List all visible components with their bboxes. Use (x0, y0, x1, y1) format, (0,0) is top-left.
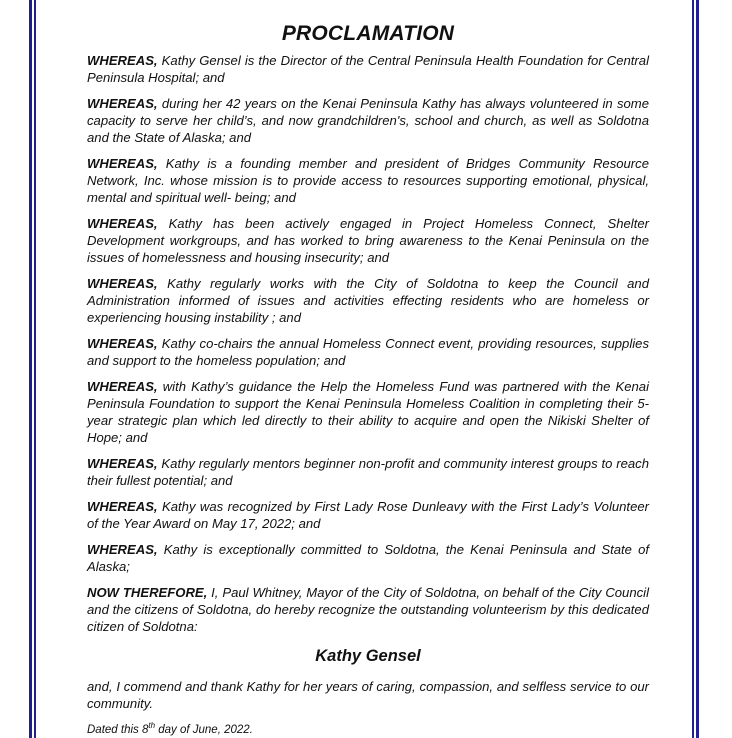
whereas-clause (87, 498, 649, 532)
whereas-label: WHEREAS, (87, 499, 158, 514)
dated-line (87, 721, 649, 736)
left-border (29, 0, 39, 738)
dated-ordinal: th (148, 721, 156, 730)
whereas-label: WHEREAS, (87, 156, 158, 171)
whereas-label: WHEREAS, (87, 276, 158, 291)
whereas-label: WHEREAS, (87, 96, 158, 111)
whereas-clause (87, 275, 649, 326)
therefore-label: NOW THEREFORE, (87, 585, 208, 600)
whereas-clause (87, 95, 649, 146)
whereas-label: WHEREAS, (87, 456, 158, 471)
whereas-clause (87, 455, 649, 489)
document-title: PROCLAMATION (281, 22, 455, 45)
clause-text: Kathy has been actively engaged in Project Homeless Connect, Shelter Development workgroups, and has worked to bring awareness to the Kenai Peninsula on the issues of homelessness and housing insecurity; and (87, 216, 649, 265)
therefore-clause (87, 584, 649, 635)
closing-statement: and, I commend and thank Kathy for her years of caring, compassion, and selfless service to our community. (87, 679, 649, 711)
whereas-label: WHEREAS, (87, 379, 158, 394)
whereas-label: WHEREAS, (87, 53, 158, 68)
whereas-clause (87, 335, 649, 369)
clause-text: Kathy is exceptionally committed to Soldotna, the Kenai Peninsula and State of Alaska; (87, 542, 649, 574)
whereas-label: WHEREAS, (87, 216, 158, 231)
clause-text: Kathy regularly mentors beginner non-profit and community interest groups to reach their fullest potential; and (87, 456, 649, 488)
clause-text: Kathy is a founding member and president of Bridges Community Resource Network, Inc. whose mission is to provide access to resources supporting emotional, physical, mental and spiritual well- being; and (87, 156, 649, 205)
whereas-label: WHEREAS, (87, 336, 158, 351)
whereas-clause (87, 541, 649, 575)
whereas-clause (87, 52, 649, 86)
clause-text: Kathy regularly works with the City of Soldotna to keep the Council and Administration informed of issues and activities effecting residents who are homeless or experiencing housing instability ; and (87, 276, 649, 325)
proclamation-document (87, 22, 649, 736)
clause-text: Kathy was recognized by First Lady Rose Dunleavy with the First Lady’s Volunteer of the Year Award on May 17, 2022; and (87, 499, 649, 531)
dated-prefix: Dated this 8 (87, 723, 149, 736)
whereas-label: WHEREAS, (87, 542, 158, 557)
honoree-name: Kathy Gensel (315, 647, 421, 665)
clause-text: during her 42 years on the Kenai Peninsula Kathy has always volunteered in some capacity to serve her child’s, and now grandchildren's, school and church, as well as Soldotna and the State of Alaska; and (87, 96, 649, 145)
clause-text: Kathy Gensel is the Director of the Central Peninsula Health Foundation for Central Peninsula Hospital; and (87, 53, 649, 85)
dated-suffix: day of June, 2022. (155, 723, 253, 736)
whereas-clause (87, 215, 649, 266)
whereas-clause (87, 378, 649, 446)
therefore-text: I, Paul Whitney, Mayor of the City of Soldotna, on behalf of the City Council and the citizens of Soldotna, do hereby recognize the outstanding volunteerism by this dedicated citizen of Soldotna: (87, 585, 649, 634)
whereas-clause (87, 155, 649, 206)
clause-text: Kathy co-chairs the annual Homeless Connect event, providing resources, supplies and support to the homeless population; and (87, 336, 649, 368)
clause-text: with Kathy’s guidance the Help the Homeless Fund was partnered with the Kenai Peninsula Foundation to support the Kenai Peninsula Homeless Coalition in completing their 5-year strategic plan which led directly to their ability to acquire and open the Nikiski Shelter of Hope; and (87, 379, 649, 445)
right-border (692, 0, 702, 738)
